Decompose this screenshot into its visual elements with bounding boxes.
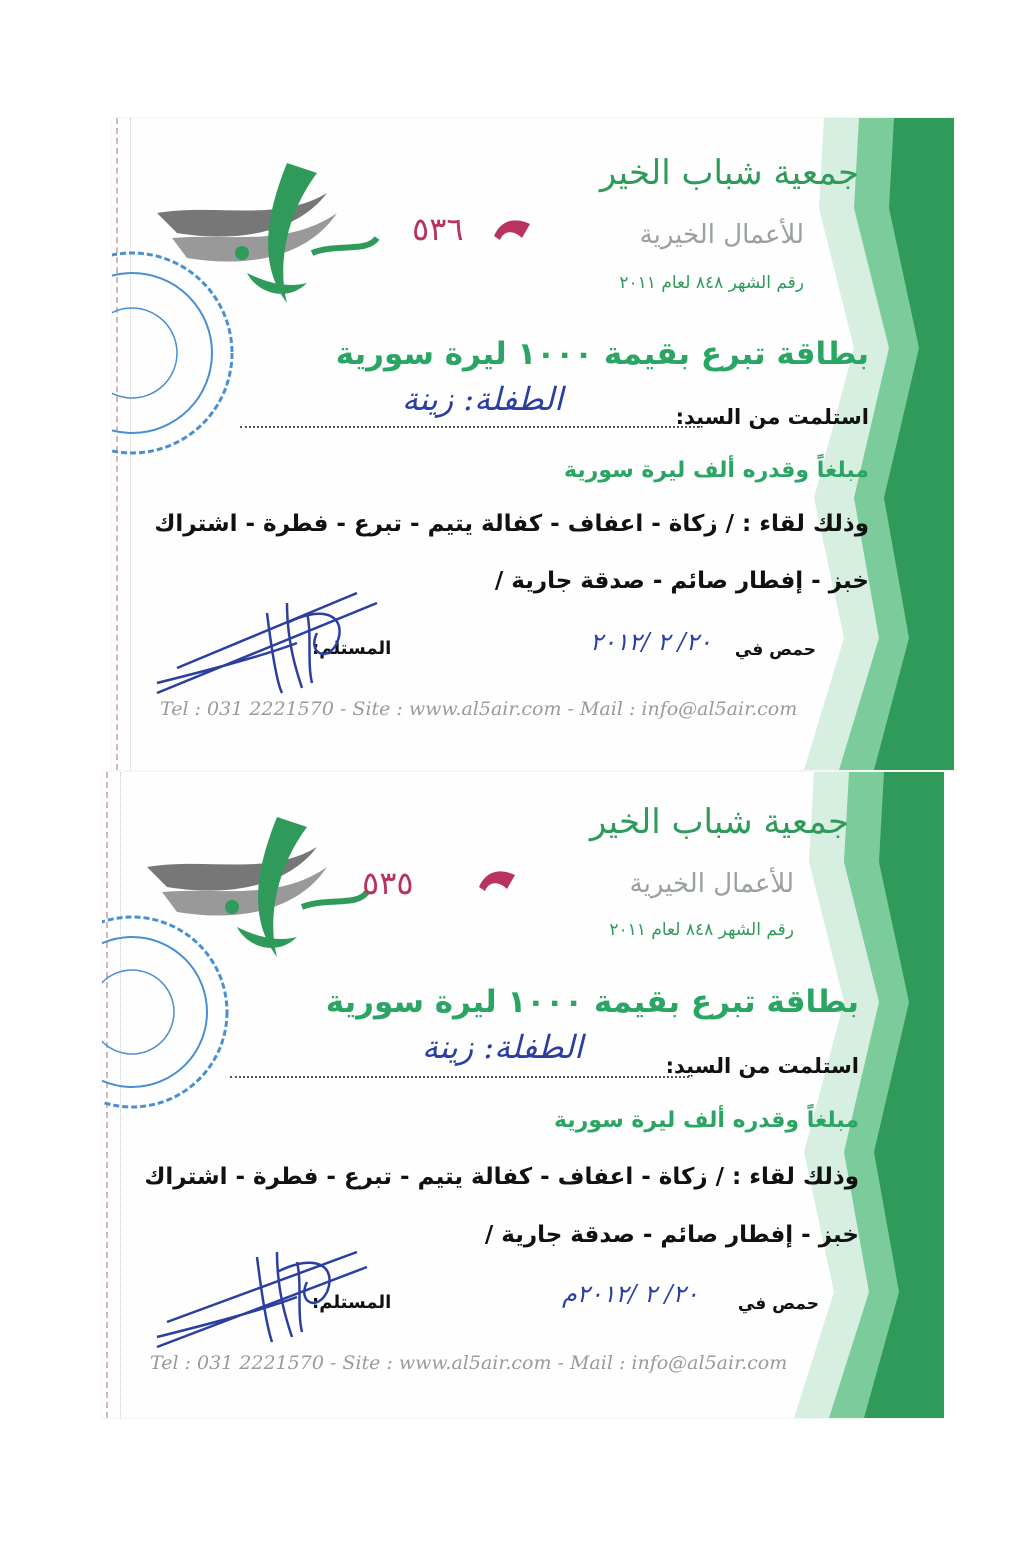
date-label: حمص في bbox=[734, 640, 816, 660]
org-subtitle: للأعمال الخيرية bbox=[639, 220, 804, 250]
dotted-line bbox=[240, 426, 699, 428]
amount-text: مبلغاً وقدره ألف ليرة سورية bbox=[564, 458, 869, 483]
stamp-icon bbox=[102, 892, 242, 1122]
serial-number: ٥٣٥ bbox=[362, 864, 414, 902]
purpose-line-2: خبز - إفطار صائم - صدقة جارية / bbox=[494, 568, 869, 594]
date-label: حمص في bbox=[737, 1294, 819, 1314]
dotted-line bbox=[230, 1076, 689, 1078]
serial-number: ٥٣٦ bbox=[412, 210, 464, 248]
received-from-label: استلمت من السيد: bbox=[675, 405, 869, 429]
red-mark-icon bbox=[492, 216, 532, 242]
signature-icon bbox=[137, 573, 397, 703]
receiver-label: المستلم: bbox=[312, 1292, 392, 1313]
org-subtitle: للأعمال الخيرية bbox=[629, 869, 794, 899]
red-mark-icon bbox=[477, 867, 517, 893]
purpose-line-1: وذلك لقاء : / زكاة - اعفاف - كفالة يتيم - تبرع - فطرة - اشتراك bbox=[144, 1164, 859, 1190]
purpose-line-1: وذلك لقاء : / زكاة - اعفاف - كفالة يتيم - تبرع - فطرة - اشتراك bbox=[154, 511, 869, 537]
green-side-band bbox=[784, 118, 954, 770]
donation-receipt-1 bbox=[112, 118, 954, 770]
receiver-label: المستلم: bbox=[312, 638, 392, 659]
month-note: رقم الشهر ٨٤٨ لعام ٢٠١١ bbox=[609, 920, 794, 940]
date-value: ٢٠/ ٢ /٢٠١٢ bbox=[590, 628, 712, 656]
headline: بطاقة تبرع بقيمة ١٠٠٠ ليرة سورية bbox=[335, 336, 869, 372]
footer-contact: Tel : 031 2221570 - Site : www.al5air.com - Mail : info@al5air.com bbox=[160, 698, 798, 720]
donation-receipt-2 bbox=[102, 772, 944, 1418]
footer-contact: Tel : 031 2221570 - Site : www.al5air.com - Mail : info@al5air.com bbox=[150, 1352, 788, 1374]
org-name: جمعية شباب الخير bbox=[589, 802, 849, 842]
green-side-band bbox=[774, 772, 944, 1418]
headline: بطاقة تبرع بقيمة ١٠٠٠ ليرة سورية bbox=[325, 984, 859, 1020]
month-note: رقم الشهر ٨٤٨ لعام ٢٠١١ bbox=[619, 273, 804, 293]
received-from-label: استلمت من السيد: bbox=[665, 1054, 859, 1078]
stamp-icon bbox=[112, 238, 252, 468]
org-name: جمعية شباب الخير bbox=[599, 153, 859, 193]
date-value: ٢٠/ ٢ /٢٠١٢م bbox=[562, 1280, 699, 1308]
signature-icon bbox=[127, 1227, 387, 1357]
received-from-value: الطفلة: زينة bbox=[402, 380, 563, 418]
received-from-value: الطفلة: زينة bbox=[422, 1028, 583, 1066]
purpose-line-2: خبز - إفطار صائم - صدقة جارية / bbox=[484, 1222, 859, 1248]
amount-text: مبلغاً وقدره ألف ليرة سورية bbox=[554, 1108, 859, 1133]
